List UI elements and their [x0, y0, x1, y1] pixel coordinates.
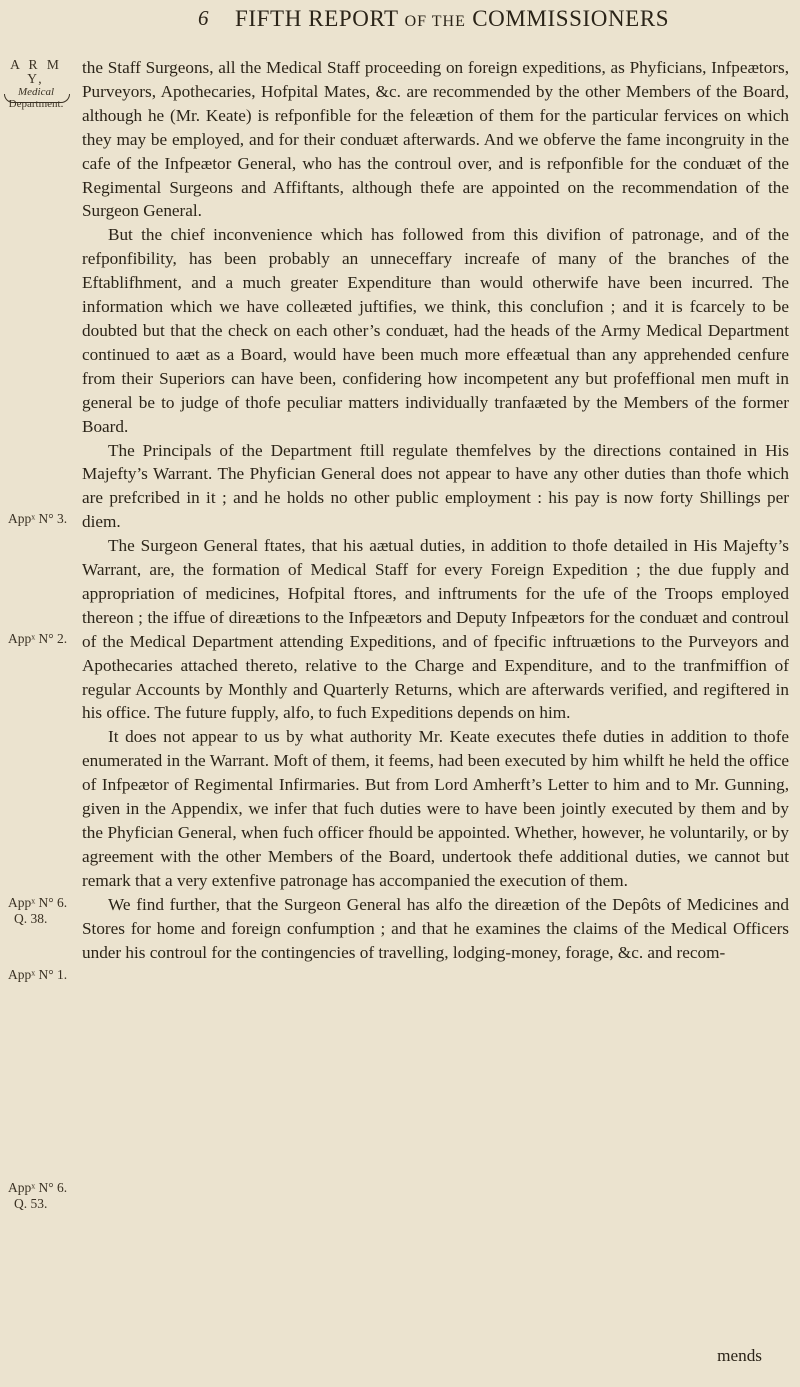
margin-medical: Medical	[17, 86, 55, 98]
margin-note-app-6b: Appˣ N° 6.	[8, 1180, 68, 1195]
margin-note-app-6: Appˣ N° 6.	[8, 895, 68, 910]
margin-note-app-3: Appˣ N° 3.	[8, 511, 68, 526]
page-header	[0, 6, 800, 30]
margin-note-app-1: Appˣ N° 1.	[8, 967, 68, 982]
margin-brace	[4, 94, 70, 103]
paragraph-5: It does not appear to us by what authority Mr. Keate executes thefe duties in addition to thofe enumerated in the Warrant. Moft of them, it feems, had been executed by him whilft he held the office of Infpeætor of Regimental Infirmaries. But from Lord Amherft’s Letter to him and to Mr. Gunning, given in the Appendix, we infer that fuch duties were to have been jointly executed by them and by the Phyfician General, when fuch officer fhould be appointed. Whether, however, he voluntarily, or by agreement with the other Members of the Board, undertook thefe additional duties, we cannot but remark that a very extenfive patronage has accompanied the execution of them.	[82, 727, 789, 890]
running-title-part1: FIFTH REPORT	[235, 6, 405, 31]
margin-department: Department.	[8, 98, 64, 110]
margin-note-q53: Q. 53.	[14, 1196, 48, 1211]
paragraph-3: The Principals of the Department ftill regulate themfelves by the directions contained in His Majefty’s Warrant. The Phyfician General does not appear to have any other duties than thofe which are prefcribed in it ; and he holds no other public employment : his pay is now forty Shillings per diem.	[82, 440, 789, 532]
paragraph-4: The Surgeon General ftates, that his aætual duties, in addition to thofe detailed in His Majefty’s Warrant, are, the formation of Medical Staff for every Foreign Expedition ; the due fupply and appropriation of medicines, Hofpital ftores, and inftruments for the ufe of the Troops employed thereon ; the iffue of direætions to the Infpeætors and Deputy Infpeætors for the conduæt and controul of the Medical Department attending Expeditions, and of fpecific inftruætions to the Purveyors and Apothecaries attached thereto, relative to the Charge and Expenditure, and to the tranfmiffion of regular Accounts by Monthly and Quarterly Returns, which are afterwards verified, and regiftered in his office. The future fupply, alfo, to fuch Expeditions depends on him.	[82, 536, 789, 723]
paragraph-6: We find further, that the Surgeon General has alfo the direætion of the Depôts of Medicines and Stores for home and foreign confumption ; and that he examines the claims of the Medical Officers under his controul for the contingencies of travelling, lodging-money, forage, &c. and recom-	[82, 894, 789, 962]
page-number: 6	[198, 6, 209, 30]
margin-note-app-2: Appˣ N° 2.	[8, 631, 68, 646]
running-title-of-the: OF THE	[404, 13, 466, 30]
catchword: mends	[717, 1346, 762, 1365]
body-text	[82, 56, 789, 964]
margin-note-q38: Q. 38.	[14, 911, 48, 926]
paragraph-2: But the chief inconvenience which has followed from this divifion of patronage, and of the refponfibility, has been probably an unneceffary increafe of many of the branches of the Eftablifhment, and a much greater Expenditure than would otherwife have been incurred. The information which we have colleæted juftifies, we think, this conclufion ; and it is fcarcely to be doubted but that the check on each other’s conduæt, had the heads of the Army Medical Department continued to aæt as a Board, would have been much more effeætual than any apprehended cenfure from their Superiors can have been, confidering how incompetent any but profeffional men muft in general be to judge of thofe peculiar matters individually tranfaæted by the Members of the former Board.	[82, 225, 789, 436]
running-title-part2: COMMISSIONERS	[465, 6, 670, 31]
paragraph-1: the Staff Surgeons, all the Medical Staff proceeding on foreign expeditions, as Phyficians, Infpeætors, Purveyors, Apothecaries, Hofpital Mates, &c. are recommended by the other Members of the Board, although he (Mr. Keate) is refponfible for the feleætion of them for the particular fervices on which they may be employed, and for their conduæt afterwards. And we obferve the fame incongruity in the cafe of the Infpeætor General, who has the controul over, and is refponfible for the conduæt of the Regimental Surgeons and Affiftants, although thefe are appointed on the recommendation of the Surgeon General.	[82, 58, 789, 221]
running-title	[235, 6, 669, 32]
margin-army: A R M Y,	[10, 57, 62, 86]
